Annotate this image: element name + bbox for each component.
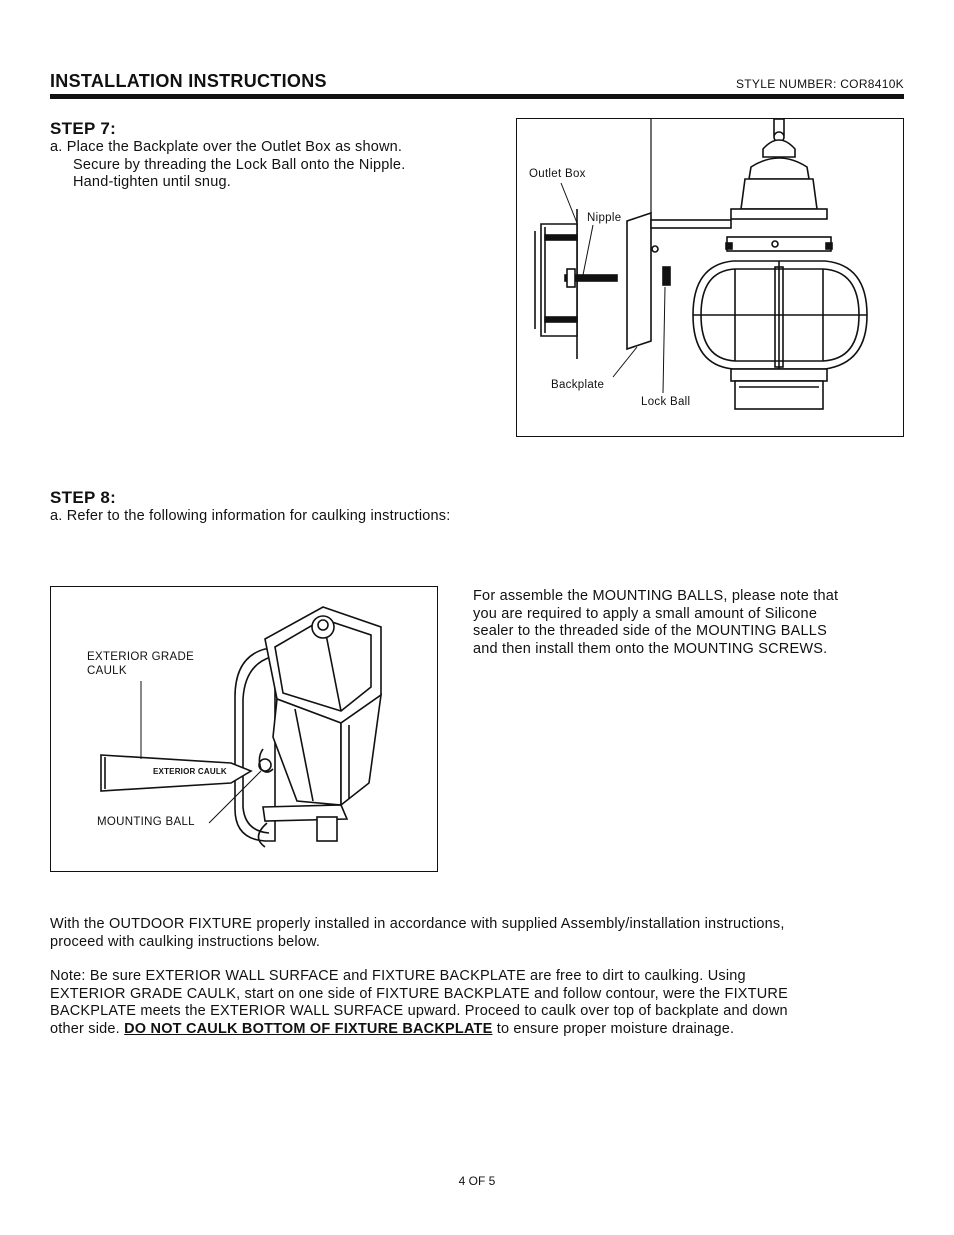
style-number: STYLE NUMBER: COR8410K xyxy=(736,77,904,91)
step7-figure xyxy=(516,118,904,437)
step8-figure xyxy=(50,586,438,872)
note-line2: EXTERIOR GRADE CAULK, start on one side of FIXTURE BACKPLATE and follow contour, were the FIXTURE xyxy=(50,985,788,1002)
note-warning: DO NOT CAULK BOTTOM OF FIXTURE BACKPLATE xyxy=(124,1020,493,1037)
caulking-note xyxy=(50,968,910,1038)
step7-instructions xyxy=(50,139,490,192)
label-caulk-line2: CAULK xyxy=(87,665,127,677)
note-line1: Note: Be sure EXTERIOR WALL SURFACE and FIXTURE BACKPLATE are free to dirt to caulking. Using xyxy=(50,968,746,984)
intro-line1: With the OUTDOOR FIXTURE properly installed in accordance with supplied Assembly/installation instructions, xyxy=(50,916,785,932)
label-caulk-line1: EXTERIOR GRADE xyxy=(87,651,195,663)
label-outlet-box: Outlet Box xyxy=(529,168,586,180)
note-line4 xyxy=(50,1021,910,1039)
label-lock-ball: Lock Ball xyxy=(641,396,691,408)
mounting-note-line2: you are required to apply a small amount of Silicone xyxy=(473,605,818,622)
step7-line1: a. Place the Backplate over the Outlet Box as shown. xyxy=(50,139,403,155)
header-rule xyxy=(50,94,904,99)
page-title: INSTALLATION INSTRUCTIONS xyxy=(50,71,327,91)
label-mounting-ball: MOUNTING BALL xyxy=(97,816,195,828)
label-nipple: Nipple xyxy=(587,212,622,224)
page-number: 4 OF 5 xyxy=(458,1174,496,1188)
mounting-note-line1: For assemble the MOUNTING BALLS, please note that xyxy=(473,588,839,604)
lantern-caulking-diagram-icon xyxy=(51,587,439,873)
step7-line3: Hand-tighten until snug. xyxy=(73,174,231,190)
note-line4-suffix: to ensure proper moisture drainage. xyxy=(492,1020,735,1037)
label-backplate: Backplate xyxy=(551,379,605,391)
step8-title: STEP 8: xyxy=(50,488,117,507)
label-exterior-grade-caulk xyxy=(87,650,194,678)
note-line4-prefix: other side. xyxy=(50,1020,125,1037)
note-line3: BACKPLATE meets the EXTERIOR WALL SURFACE upward. Proceed to caulk over top of backplate and down xyxy=(50,1003,788,1019)
tube-text: EXTERIOR CAULK xyxy=(153,767,227,776)
intro-line2: proceed with caulking instructions below. xyxy=(50,933,321,950)
mounting-note-line3: sealer to the threaded side of the MOUNTING BALLS xyxy=(473,623,827,639)
mounting-note-line4: and then install them onto the MOUNTING SCREWS. xyxy=(473,640,828,657)
step7-title: STEP 7: xyxy=(50,119,117,138)
mounting-balls-note xyxy=(473,588,903,658)
caulking-intro xyxy=(50,916,910,951)
step7-line2: Secure by threading the Lock Ball onto the Nipple. xyxy=(73,156,406,173)
step8-instruction: a. Refer to the following information for caulking instructions: xyxy=(50,508,451,524)
